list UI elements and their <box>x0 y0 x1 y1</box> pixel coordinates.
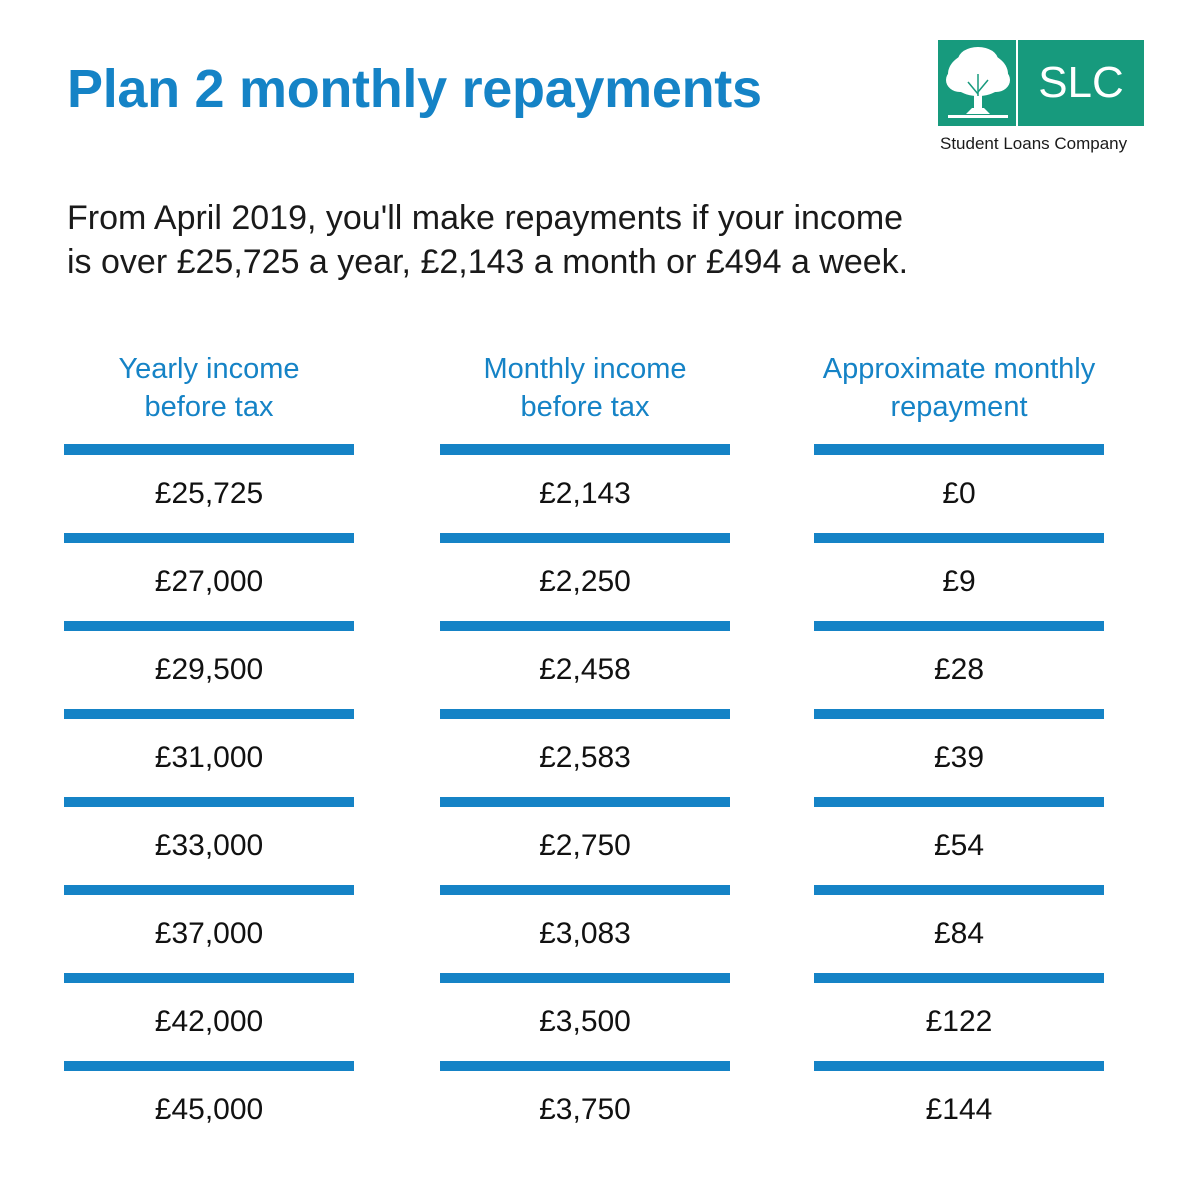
row-divider <box>64 621 354 631</box>
table-cell: £42,000 <box>154 1005 264 1038</box>
table-cell: £54 <box>933 829 985 862</box>
table-cell: £25,725 <box>154 477 264 510</box>
row-divider <box>814 709 1104 719</box>
row-divider <box>64 1061 354 1071</box>
header-divider <box>440 444 730 455</box>
table-cell: £122 <box>925 1005 993 1038</box>
row-divider <box>440 885 730 895</box>
table-cell: £2,143 <box>539 477 631 510</box>
column-header <box>814 350 1104 444</box>
column-header <box>440 350 730 444</box>
table-cell: £144 <box>925 1093 993 1126</box>
monthly-repayment-column <box>814 350 1104 1149</box>
table-cell: £37,000 <box>154 917 264 950</box>
table-cell: £31,000 <box>154 741 264 774</box>
table-cell: £29,500 <box>154 653 264 686</box>
row-divider <box>814 621 1104 631</box>
page-title: Plan 2 monthly repayments <box>67 59 762 119</box>
row-divider <box>814 1061 1104 1071</box>
table-cell: £3,083 <box>539 917 631 950</box>
row-divider <box>440 797 730 807</box>
monthly-income-column <box>440 350 730 1149</box>
table-cell: £0 <box>942 477 976 510</box>
table-cell: £9 <box>942 565 976 598</box>
row-divider <box>440 621 730 631</box>
column-header-line-1: Yearly income <box>118 353 300 385</box>
table-cell: £33,000 <box>154 829 264 862</box>
table-cell: £3,500 <box>539 1005 631 1038</box>
table-cell: £2,583 <box>539 741 631 774</box>
logo-mark: SLC <box>1038 58 1124 107</box>
header-divider <box>814 444 1104 455</box>
row-divider <box>440 973 730 983</box>
row-divider <box>814 885 1104 895</box>
intro-text <box>67 196 1067 284</box>
row-divider <box>64 973 354 983</box>
logo-caption: Student Loans Company <box>940 134 1128 153</box>
column-header-line-2: before tax <box>520 391 650 423</box>
intro-line-1: From April 2019, you'll make repayments if your income <box>67 199 904 237</box>
column-header <box>64 350 354 444</box>
row-divider <box>440 709 730 719</box>
intro-line-2: is over £25,725 a year, £2,143 a month or £494 a week. <box>67 243 909 281</box>
table-cell: £2,750 <box>539 829 631 862</box>
table-cell: £45,000 <box>154 1093 264 1126</box>
row-divider <box>64 797 354 807</box>
row-divider <box>64 709 354 719</box>
row-divider <box>814 973 1104 983</box>
table-cell: £2,250 <box>539 565 631 598</box>
logo-badge <box>938 40 1144 126</box>
table-cell: £39 <box>933 741 985 774</box>
row-divider <box>440 533 730 543</box>
table-cell: £27,000 <box>154 565 264 598</box>
tree-icon <box>944 44 1012 122</box>
row-divider <box>64 533 354 543</box>
column-header-line-2: before tax <box>144 391 274 423</box>
header-divider <box>64 444 354 455</box>
table-cell: £28 <box>933 653 985 686</box>
table-cell: £3,750 <box>539 1093 631 1126</box>
table-cell: £2,458 <box>539 653 631 686</box>
table-cell: £84 <box>933 917 985 950</box>
row-divider <box>64 885 354 895</box>
row-divider <box>814 797 1104 807</box>
column-header-line-2: repayment <box>890 391 1028 423</box>
row-divider <box>440 1061 730 1071</box>
column-header-line-1: Monthly income <box>483 353 687 385</box>
column-header-line-1: Approximate monthly <box>822 353 1096 385</box>
yearly-income-column <box>64 350 354 1149</box>
row-divider <box>814 533 1104 543</box>
slc-logo <box>938 40 1148 154</box>
